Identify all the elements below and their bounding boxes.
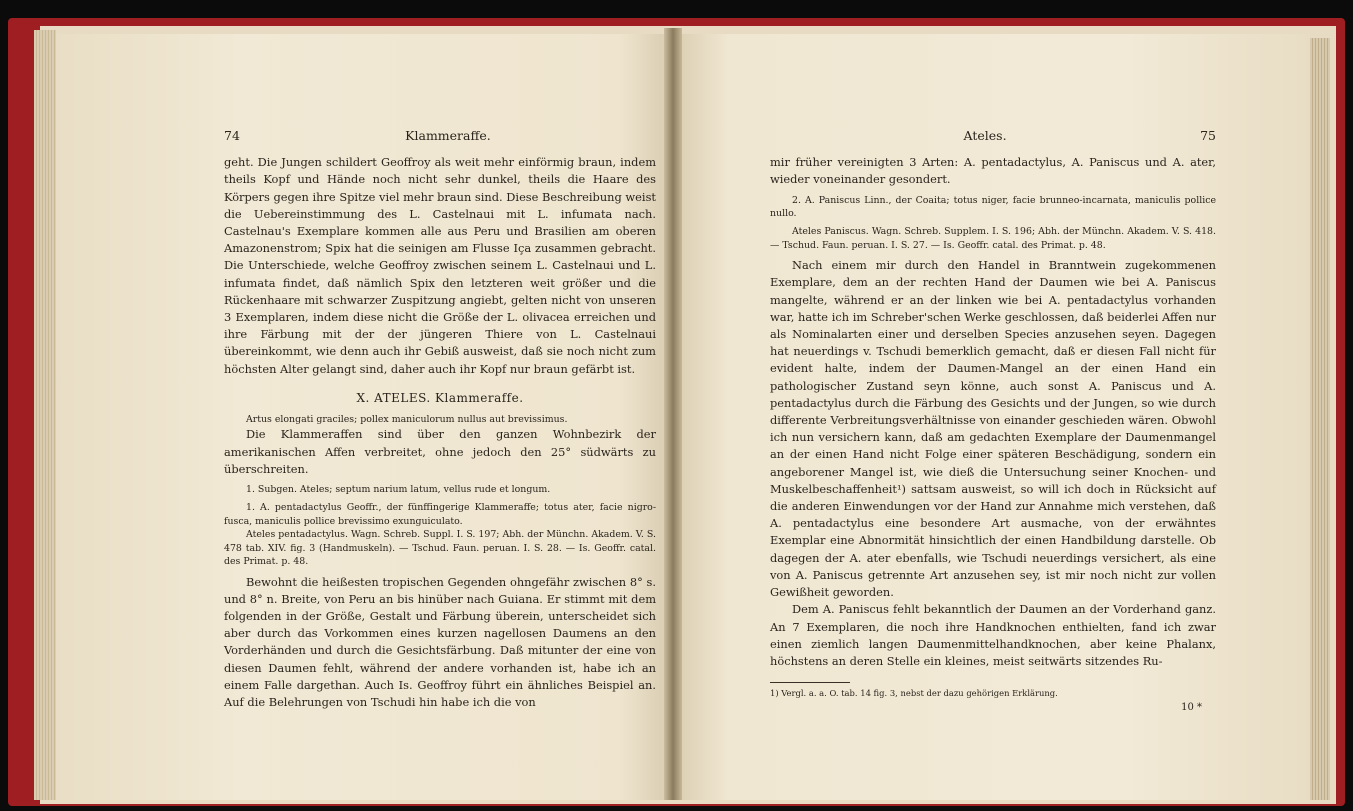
left-page-text [224, 127, 656, 711]
footnote-rule [770, 682, 850, 683]
right-paragraph-1: mir früher vereinigten 3 Arten: A. pentadactylus, A. Paniscus und A. ater, wieder voneinander gesondert. [770, 155, 1216, 187]
genus-diagnosis: Artus elongati graciles; pollex maniculorum nullus aut brevissimus. [246, 414, 568, 426]
left-paragraph-2: Die Klammeraffen sind über den ganzen Wohnbezirk der amerikanischen Affen verbreitet, ohne jedoch den 25° südwärts zu überschreiten. [224, 427, 656, 476]
left-paragraph-3: Bewohnt die heißesten tropischen Gegenden ohngefähr zwischen 8° s. und 8° n. Breite, von Peru an bis hinüber nach Guiana. Er stimmt mit dem folgenden in der Größe, Gestalt und Färbung überein, unterscheidet sich aber durch das Vorkommen eines kurzen nagellosen Daumens an den Vorderhänden und durch die Gesichtsfärbung. Daß mitunter der eine von diesen Daumen fehlt, während der andere vorhanden ist, habe ich an einem Falle dargethan. Auch Is. Geoffroy führt ein ähnliches Beispiel an. Auf die Belehrungen von Tschudi hin habe ich die von [224, 574, 656, 709]
species-pentadactylus: 1. A. pentadactylus Geoffr., der fünffingerige Klammeraffe; totus ater, facie nigro-fusca, maniculis pollice brevissimo exunguiculato. [224, 502, 656, 527]
left-running-head [224, 127, 656, 144]
left-running-title: Klammeraffe. [405, 128, 491, 143]
page-edges-left [34, 30, 56, 800]
references-paniscus: Ateles Paniscus. Wagn. Schreb. Supplem. I. S. 196; Abh. der Münchn. Akadem. V. S. 418. — Tschud. Faun. peruan. I. S. 27. — Is. Geoffr. catal. des Primat. p. 48. [770, 226, 1216, 251]
page-edges-right [1310, 38, 1330, 800]
subgenus-line: 1. Subgen. Ateles; septum narium latum, vellus rude et longum. [246, 484, 551, 496]
signature-mark: 10 * [1181, 702, 1202, 714]
left-paragraph-1: geht. Die Jungen schildert Geoffroy als weit mehr einförmig braun, indem theils Kopf und Hände noch nicht sehr dunkel, theils die Haare des Körpers gegen ihre Spitze viel mehr braun sind. Diese Beschreibung weist die Uebereinstimmung des L. Castelnaui mit L. infumata nach. Castelnau's Exemplare kommen alle aus Peru und Brasilien am oberen Amazonenstrom; Spix hat die seinigen am Flusse Iça zusammen gebracht. Die Unterschiede, welche Geoffroy zwischen seinem L. Castelnaui und L. infumata findet, daß nämlich Spix den letzteren weit größer und die Rückenhaare mit schwarzer Zuspitzung angiebt, gelten nicht von unseren 3 Exemplaren, indem diese nicht die Größe der L. olivacea erreichen und ihre Färbung mit der der jüngeren Thiere von L. Castelnaui übereinkommt, wie denn auch ihr Gebiß ausweist, daß sie noch nicht zum höchsten Alter gelangt sind, daher auch ihr Kopf nur braun gefärbt ist. [224, 155, 656, 376]
right-paragraph-2: Nach einem mir durch den Handel in Branntwein zugekommenen Exemplare, dem an der rechten Hand der Daumen wie bei A. Paniscus mangelte, während er an der linken wie bei A. pentadactylus vorhanden war, hatte ich im Schreber'schen Werke geschlossen, daß beiderlei Affen nur als Nominalarten einer und derselben Species anzusehen seyen. Dagegen hat neuerdings v. Tschudi bemerklich gemacht, daß er diesen Fall nicht für evident halte, indem der Daumen-Mangel an der einen Hand ein pathologischer Zustand seyn könne, auch sonst A. Paniscus und A. pentadactylus durch die Färbung des Gesichts und der Jungen, so wie durch differente Verbreitungsverhältnisse von einander geschieden wären. Obwohl ich nun versichern kann, daß am gedachten Exemplare der Daumenmangel an der einen Hand nicht Folge einer späteren Beschädigung, sondern ein angeborener Mangel ist, wie dieß die Untersuchung seiner Knochen- und Muskelbeschaffenheit¹) sattsam ausweist, so will ich doch in Rücksicht auf die anderen Einwendungen vor der Hand zur Annahme mich verstehen, daß A. pentadactylus eine besondere Art ausmache, von der erwähntes Exemplar eine Abnormität hinsichtlich der einen Handbildung darstelle. Ob dagegen der A. ater ebenfalls, wie Tschudi neuerdings versichert, als eine von A. Paniscus getrennte Art anzusehen sey, ist mir noch nicht zur vollen Gewißheit geworden. [770, 258, 1216, 600]
right-running-head [770, 127, 1216, 144]
species-paniscus: 2. A. Paniscus Linn., der Coaita; totus niger, facie brunneo-incarnata, maniculis pollice nullo. [770, 194, 1216, 220]
left-page [56, 34, 668, 800]
book-gutter [664, 28, 682, 800]
right-page-text [770, 127, 1216, 716]
left-page-number: 74 [224, 128, 240, 143]
right-page [678, 34, 1310, 800]
references-pentadactylus: Ateles pentadactylus. Wagn. Schreb. Suppl. I. S. 197; Abh. der Münchn. Akadem. V. S. 478 tab. XIV. fig. 3 (Handmuskeln). — Tschud. Faun. peruan. I. S. 28. — Is. Geoffr. catal. des Primat. p. 48. [224, 529, 656, 568]
right-paragraph-3: Dem A. Paniscus fehlt bekanntlich der Daumen an der Vorderhand ganz. An 7 Exemplaren, die noch ihre Handknochen enthielten, fand ich zwar einen ziemlich langen Daumenmittelhandknochen, aber keine Phalanx, höchstens an deren Stelle ein kleines, meist seitwärts sitzendes Ru- [770, 602, 1216, 668]
right-page-number: 75 [1200, 128, 1216, 143]
footnote: 1) Vergl. a. a. O. tab. 14 fig. 3, nebst der dazu gehörigen Erklärung. [770, 688, 1058, 699]
section-heading: X. ATELES. Klammeraffe. [356, 390, 524, 405]
right-running-title: Ateles. [963, 128, 1007, 143]
